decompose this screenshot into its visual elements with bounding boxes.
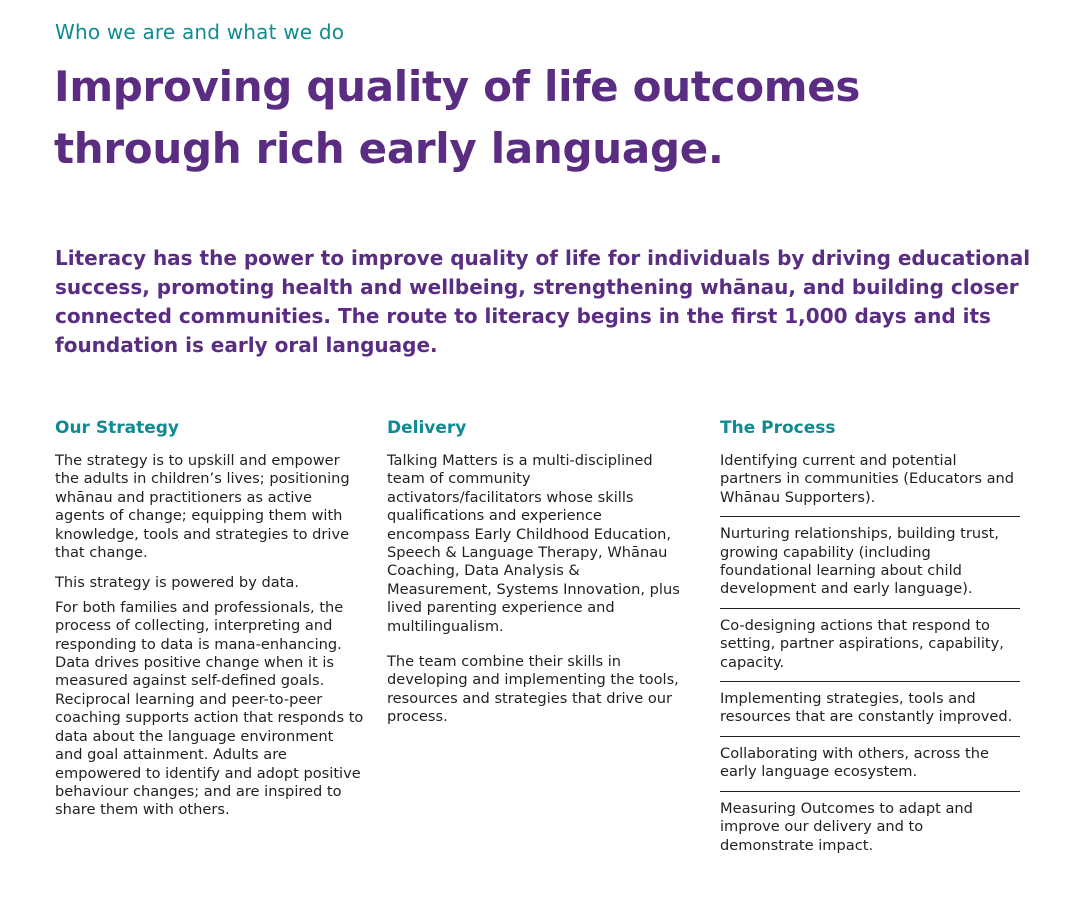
page-headline — [54, 56, 1054, 180]
delivery-paragraph-1: Talking Matters is a multi-disciplined team of community activators/facilitators whose skills qualifications and experience encompass Early Childhood Education, Speech & Language Therapy, Whānau Coaching, Data Analysis & Measurement, Systems Innovation, plus lived parenting experience and multilingualism. — [387, 452, 680, 635]
process-step: Implementing strategies, tools and resources that are constantly improved. — [720, 690, 1020, 737]
intro-paragraph: Literacy has the power to improve quality of life for individuals by driving educational success, promoting health and wellbeing, strengthening whānau, and building closer connected communities. The route to literacy begins in the first 1,000 days and its foundation is early oral language. — [55, 246, 1031, 357]
headline-line-2: through rich early language. — [54, 124, 724, 173]
strategy-paragraph-3: For both families and professionals, the process of collecting, interpreting and responding to data is mana-enhancing. Data drives positive change when it is measured against self-defined goals. Reciprocal learning and peer-to-peer coaching supports action that responds to data about the language environment and goal attainment. Adults are empowered to identify and adopt positive behaviour changes; and are inspired to share them with others. — [55, 598, 364, 819]
process-step: Nurturing relationships, building trust, growing capability (including foundational learning about child development and early language). — [720, 525, 1020, 609]
section-eyebrow: Who we are and what we do — [55, 20, 345, 44]
delivery-title: Delivery — [387, 418, 467, 438]
delivery-column — [387, 418, 687, 727]
process-step: Measuring Outcomes to adapt and improve our delivery and to demonstrate impact. — [720, 799, 973, 854]
headline-line-1: Improving quality of life outcomes — [54, 62, 861, 111]
process-steps-list — [720, 452, 1020, 864]
strategy-paragraph-2: This strategy is powered by data. — [55, 574, 299, 592]
process-step: Identifying current and potential partners in communities (Educators and Whānau Supporters). — [720, 452, 1020, 517]
strategy-paragraph-1: The strategy is to upskill and empower the adults in children’s lives; positioning whānau and practitioners as active agents of change; equipping them with knowledge, tools and strategies to drive that change. — [55, 452, 350, 562]
process-title: The Process — [720, 418, 836, 438]
delivery-paragraph-2: The team combine their skills in developing and implementing the tools, resources and strategies that drive our process. — [387, 653, 679, 726]
process-column — [720, 418, 1020, 872]
strategy-column — [55, 418, 365, 820]
process-step: Co-designing actions that respond to setting, partner aspirations, capability, capacity. — [720, 617, 1020, 682]
process-step: Collaborating with others, across the early language ecosystem. — [720, 745, 1020, 792]
strategy-title: Our Strategy — [55, 418, 179, 438]
